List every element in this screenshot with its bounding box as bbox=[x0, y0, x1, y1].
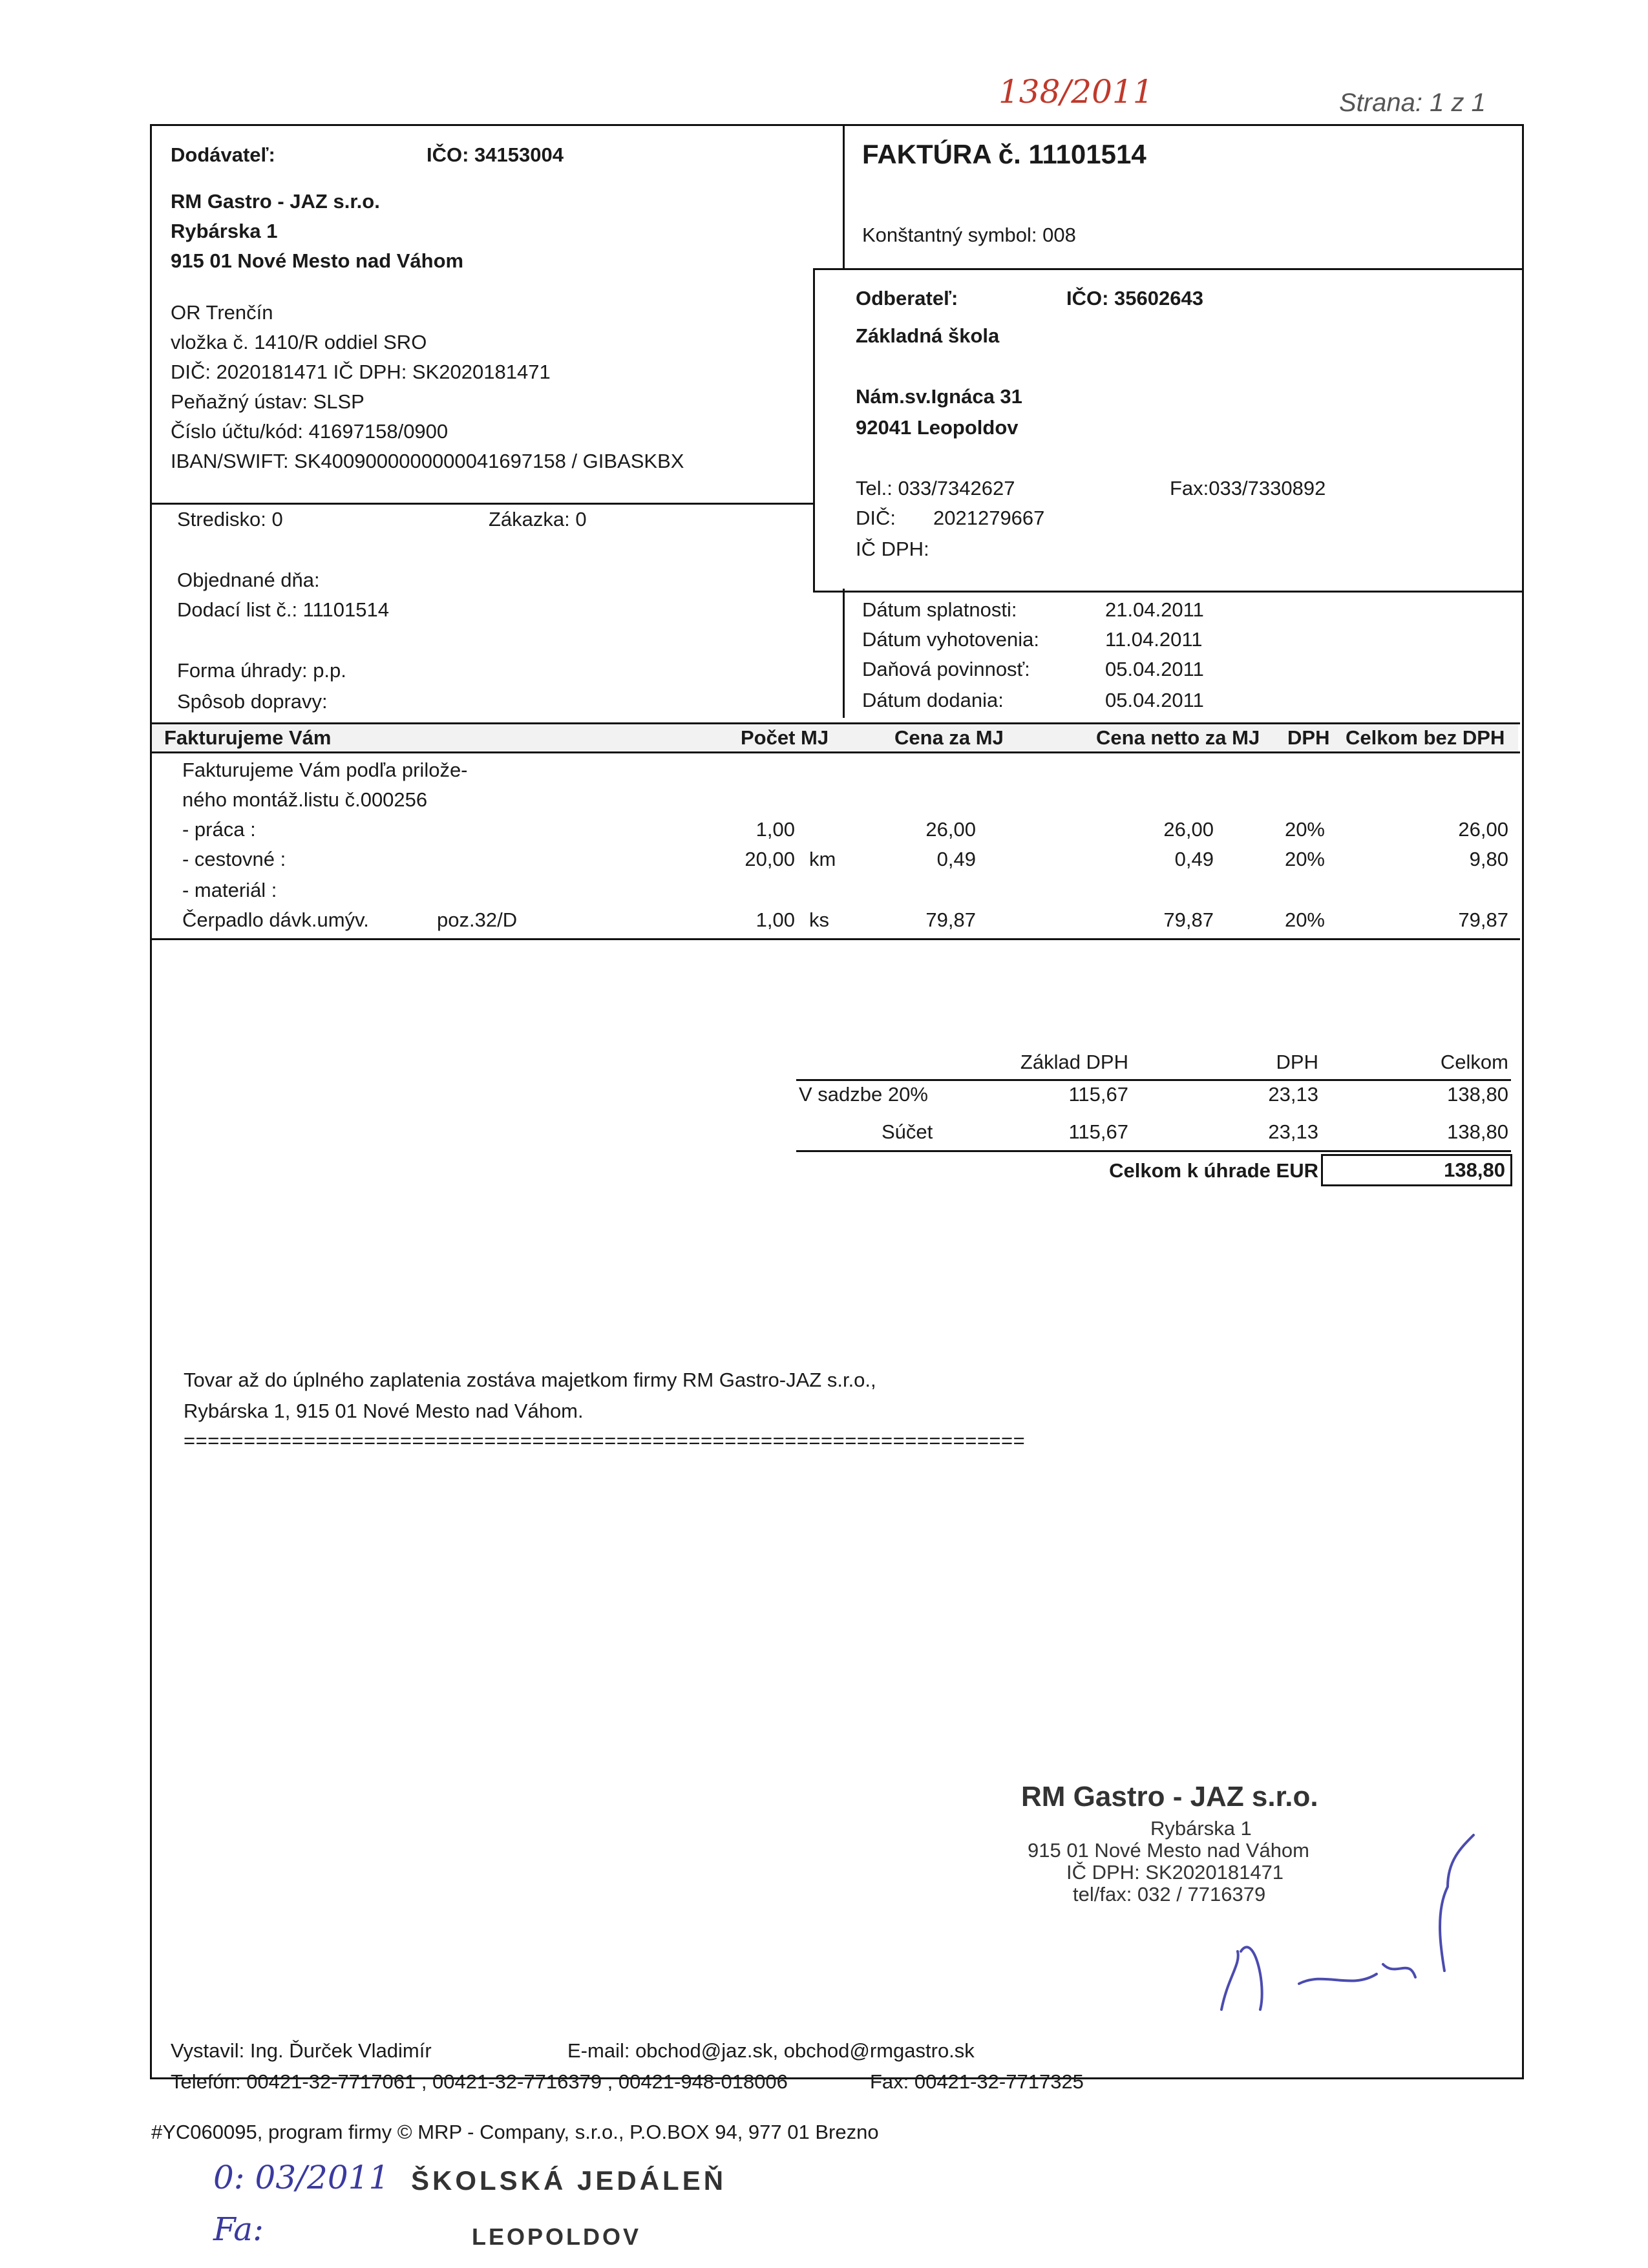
amount-due-label: Celkom k úhrade EUR bbox=[1109, 1159, 1318, 1182]
supplier-divider bbox=[150, 503, 815, 505]
row-unit-price: 26,00 bbox=[925, 818, 976, 841]
summary-header: Základ DPH bbox=[1020, 1051, 1128, 1073]
summary-line bbox=[796, 1150, 1511, 1152]
row-unit-price: 79,87 bbox=[925, 908, 976, 931]
company-stamp: IČ DPH: SK2020181471 bbox=[1066, 1861, 1284, 1884]
supplier-iban: IBAN/SWIFT: SK4009000000000041697158 / GIBASKBX bbox=[171, 450, 684, 472]
ownership-note: Rybárska 1, 915 01 Nové Mesto nad Váhom. bbox=[184, 1400, 584, 1422]
supplier-name: RM Gastro - JAZ s.r.o. bbox=[171, 190, 380, 213]
summary-label: Súčet bbox=[882, 1120, 933, 1143]
row-vat: 20% bbox=[1284, 818, 1325, 841]
row-total: 26,00 bbox=[1458, 818, 1508, 841]
row-total: 9,80 bbox=[1469, 848, 1508, 870]
header-divider bbox=[843, 124, 845, 270]
column-header: Fakturujeme Vám bbox=[164, 726, 332, 749]
customer-phone: Tel.: 033/7342627 bbox=[856, 477, 1015, 499]
customer-label: Odberateľ: bbox=[856, 287, 958, 310]
row-unit: ks bbox=[809, 908, 829, 931]
column-header: Celkom bez DPH bbox=[1346, 726, 1505, 749]
supplier-label: Dodávateľ: bbox=[171, 143, 275, 166]
ordered-date: Objednané dňa: bbox=[177, 569, 320, 591]
table-intro: ného montáž.listu č.000256 bbox=[182, 788, 428, 811]
row-quantity: 1,00 bbox=[755, 908, 795, 931]
date-value: 11.04.2011 bbox=[1105, 628, 1203, 651]
supplier-tax: DIČ: 2020181471 IČ DPH: SK2020181471 bbox=[171, 361, 551, 383]
order-number: Zákazka: 0 bbox=[489, 508, 587, 530]
supplier-street: Rybárska 1 bbox=[171, 220, 278, 242]
summary-label: V sadzbe 20% bbox=[799, 1083, 928, 1106]
customer-icdph: IČ DPH: bbox=[856, 538, 929, 560]
row-description: - práca : bbox=[182, 818, 256, 841]
signature bbox=[1202, 1822, 1499, 2029]
supplier-bank: Peňažný ústav: SLSP bbox=[171, 390, 364, 413]
date-value: 05.04.2011 bbox=[1105, 689, 1204, 711]
date-value: 05.04.2011 bbox=[1105, 658, 1204, 680]
date-label: Dátum vyhotovenia: bbox=[862, 628, 1039, 651]
customer-ico: IČO: 35602643 bbox=[1066, 287, 1203, 310]
row-vat: 20% bbox=[1284, 848, 1325, 870]
school-stamp: LEOPOLDOV bbox=[472, 2223, 642, 2250]
row-net-price: 0,49 bbox=[1174, 848, 1214, 870]
customer-name: Základná škola bbox=[856, 324, 1000, 347]
footer-email: E-mail: obchod@jaz.sk, obchod@rmgastro.sk bbox=[567, 2039, 975, 2062]
summary-vat: 23,13 bbox=[1268, 1120, 1318, 1143]
customer-city: 92041 Leopoldov bbox=[856, 416, 1019, 439]
footer-fax: Fax: 00421-32-7717325 bbox=[870, 2070, 1084, 2093]
supplier-registry: OR Trenčín bbox=[171, 301, 273, 324]
summary-vat: 23,13 bbox=[1268, 1083, 1318, 1106]
supplier-city: 915 01 Nové Mesto nad Váhom bbox=[171, 249, 464, 272]
summary-header: DPH bbox=[1276, 1051, 1318, 1073]
supplier-insert: vložka č. 1410/R oddiel SRO bbox=[171, 331, 427, 353]
customer-dic-label: DIČ: bbox=[856, 507, 896, 529]
row-position: poz.32/D bbox=[437, 908, 518, 931]
program-note: #YC060095, program firmy © MRP - Company, s.r.o., P.O.BOX 94, 977 01 Brezno bbox=[151, 2121, 879, 2143]
column-header: DPH bbox=[1287, 726, 1330, 749]
cost-center: Stredisko: 0 bbox=[177, 508, 283, 530]
handwritten-note: 0: 03/2011 bbox=[213, 2159, 390, 2196]
ownership-note: Tovar až do úplného zaplatenia zostáva majetkom firmy RM Gastro-JAZ s.r.o., bbox=[184, 1369, 876, 1391]
summary-base: 115,67 bbox=[1068, 1120, 1128, 1143]
customer-street: Nám.sv.Ignáca 31 bbox=[856, 385, 1022, 408]
separator-line: ====================================================================== bbox=[184, 1429, 1026, 1452]
company-stamp: Rybárska 1 bbox=[1150, 1817, 1252, 1840]
row-description: Čerpadlo dávk.umýv. bbox=[182, 908, 369, 931]
handwritten-note: Fa: bbox=[213, 2210, 264, 2248]
row-vat: 20% bbox=[1284, 908, 1325, 931]
summary-line bbox=[796, 1079, 1511, 1081]
table-intro: Fakturujeme Vám podľa prilože- bbox=[182, 759, 468, 781]
summary-total: 138,80 bbox=[1447, 1083, 1508, 1106]
date-label: Dátum splatnosti: bbox=[862, 598, 1017, 621]
summary-total: 138,80 bbox=[1447, 1120, 1508, 1143]
issuer: Vystavil: Ing. Ďurček Vladimír bbox=[171, 2039, 432, 2062]
customer-fax: Fax:033/7330892 bbox=[1170, 477, 1326, 499]
row-quantity: 1,00 bbox=[755, 818, 795, 841]
row-unit-price: 0,49 bbox=[936, 848, 976, 870]
row-total: 79,87 bbox=[1458, 908, 1508, 931]
payment-form: Forma úhrady: p.p. bbox=[177, 659, 346, 682]
company-stamp: RM Gastro - JAZ s.r.o. bbox=[1021, 1781, 1318, 1812]
shipping-method: Spôsob dopravy: bbox=[177, 690, 328, 713]
table-header-line bbox=[150, 751, 1520, 753]
row-net-price: 79,87 bbox=[1163, 908, 1214, 931]
amount-due-value: 138,80 bbox=[1444, 1159, 1505, 1181]
handwritten-invoice-number: 138/2011 bbox=[998, 73, 1154, 110]
supplier-ico: IČO: 34153004 bbox=[427, 143, 564, 166]
delivery-note: Dodací list č.: 11101514 bbox=[177, 598, 389, 621]
table-bottom-line bbox=[150, 938, 1520, 940]
amount-due-box bbox=[1321, 1154, 1512, 1186]
summary-header: Celkom bbox=[1440, 1051, 1508, 1073]
date-label: Daňová povinnosť: bbox=[862, 658, 1030, 680]
date-label: Dátum dodania: bbox=[862, 689, 1004, 711]
column-header: Cena za MJ bbox=[894, 726, 1004, 749]
invoice-title: FAKTÚRA č. 11101514 bbox=[862, 139, 1146, 169]
school-stamp: ŠKOLSKÁ JEDÁLEŇ bbox=[411, 2165, 727, 2196]
page-number: Strana: 1 z 1 bbox=[1339, 89, 1486, 117]
row-unit: km bbox=[809, 848, 836, 870]
date-value: 21.04.2011 bbox=[1105, 598, 1204, 621]
row-quantity: 20,00 bbox=[745, 848, 795, 870]
footer-phones: Telefón: 00421-32-7717061 , 00421-32-7716379 , 00421-948-018006 bbox=[171, 2070, 788, 2093]
company-stamp: 915 01 Nové Mesto nad Váhom bbox=[1028, 1839, 1309, 1862]
row-net-price: 26,00 bbox=[1163, 818, 1214, 841]
constant-symbol: Konštantný symbol: 008 bbox=[862, 224, 1076, 246]
row-description: - materiál : bbox=[182, 879, 277, 901]
dates-divider bbox=[843, 589, 845, 718]
column-header: Počet MJ bbox=[741, 726, 829, 749]
company-stamp: tel/fax: 032 / 7716379 bbox=[1073, 1883, 1266, 1906]
row-description: - cestovné : bbox=[182, 848, 286, 870]
customer-dic: 2021279667 bbox=[933, 507, 1045, 529]
column-header: Cena netto za MJ bbox=[1096, 726, 1260, 749]
summary-base: 115,67 bbox=[1068, 1083, 1128, 1106]
supplier-account: Číslo účtu/kód: 41697158/0900 bbox=[171, 420, 449, 443]
